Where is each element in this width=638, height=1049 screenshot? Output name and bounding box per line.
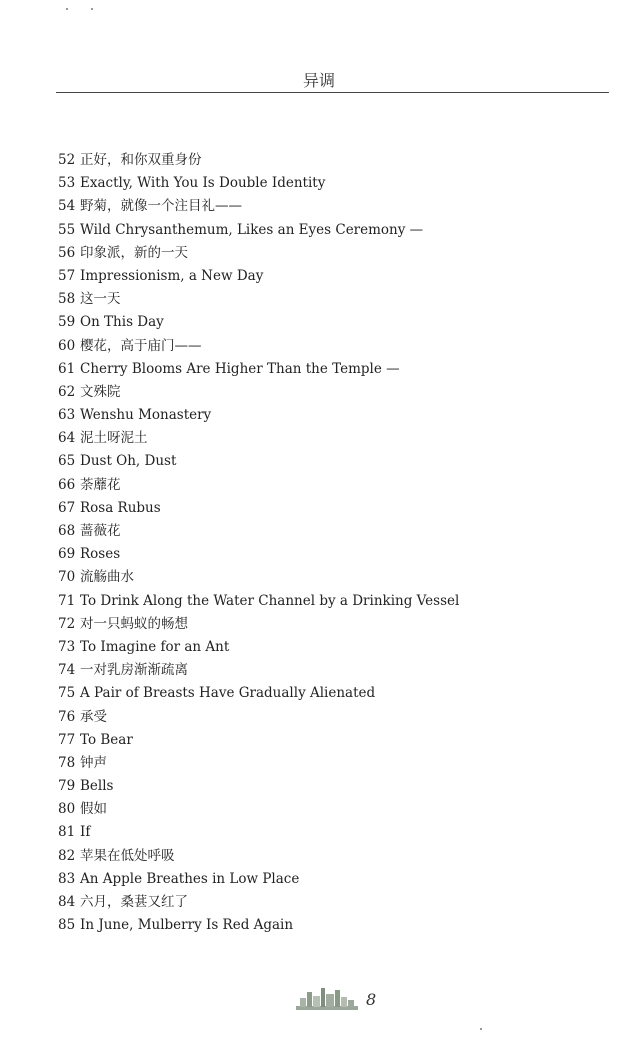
toc-entry-number: 81 (58, 824, 76, 841)
toc-entry (58, 868, 598, 891)
toc-entry (58, 682, 598, 705)
toc-entry (58, 821, 598, 844)
toc-entry (58, 149, 598, 172)
toc-entry (58, 775, 598, 798)
toc-entry (58, 659, 598, 682)
toc-entry (58, 566, 598, 589)
toc-entry-title: 泥土呀泥土 (80, 430, 148, 447)
toc-entry-title: To Drink Along the Water Channel by a Drinking Vessel (80, 592, 460, 609)
toc-entry-title: An Apple Breathes in Low Place (80, 870, 300, 887)
toc-entry-title: To Bear (80, 731, 133, 748)
toc-entry (58, 729, 598, 752)
toc-entry (58, 845, 598, 868)
toc-entry-number: 77 (58, 731, 76, 748)
toc-entry (58, 706, 598, 729)
toc-entry-title: 流觞曲水 (80, 569, 134, 586)
toc-entry (58, 288, 598, 311)
page-number: 8 (366, 990, 377, 1009)
toc-entry-title: 对一只蚂蚁的畅想 (80, 615, 188, 632)
toc-entry-title: To Imagine for an Ant (80, 638, 230, 655)
toc-entry (58, 427, 598, 450)
toc-entry-number: 59 (58, 314, 76, 331)
toc-entry-title: Dust Oh, Dust (80, 453, 177, 470)
toc-entry-title: Bells (80, 778, 114, 795)
toc-entry (58, 891, 598, 914)
toc-entry-title: 樱花，高于庙门—— (80, 337, 202, 354)
toc-entry-title: 这一天 (80, 291, 121, 308)
toc-entry (58, 450, 598, 473)
toc-entry-number: 54 (58, 198, 76, 215)
toc-entry-title: 假如 (80, 801, 107, 818)
toc-entry-number: 79 (58, 778, 76, 795)
toc-entry-number: 60 (58, 337, 76, 354)
toc-entry-number: 83 (58, 870, 76, 887)
toc-entry (58, 381, 598, 404)
toc-entry (58, 474, 598, 497)
toc-entry-title: 正好，和你双重身份 (80, 152, 202, 168)
toc-entry-title: 六月，桑葚又红了 (80, 894, 188, 910)
toc-entry-title: 蔷薇花 (80, 523, 121, 539)
toc-entry-number: 72 (58, 615, 76, 632)
toc-entry (58, 752, 598, 775)
scan-speck (66, 8, 68, 10)
toc-entry-number: 53 (58, 175, 76, 192)
toc-entry-number: 71 (58, 592, 76, 609)
toc-entry (58, 219, 598, 242)
toc-entry-title: 荼蘼花 (80, 476, 121, 493)
toc-entry (58, 242, 598, 265)
toc-entry-number: 80 (58, 801, 76, 818)
toc-entry (58, 636, 598, 659)
toc-entry-number: 85 (58, 917, 76, 934)
toc-entry (58, 311, 598, 334)
city-skyline-icon (296, 984, 358, 1012)
toc-entry-title: Rosa Rubus (80, 499, 161, 516)
toc-entry-number: 52 (58, 152, 76, 168)
toc-entry-number: 65 (58, 453, 76, 470)
scan-speck (480, 1028, 482, 1030)
table-of-contents (58, 149, 598, 937)
toc-entry-number: 62 (58, 383, 76, 400)
toc-entry-number: 58 (58, 291, 76, 308)
toc-entry-title: In June, Mulberry Is Red Again (80, 917, 294, 934)
toc-entry-title: Roses (80, 546, 121, 563)
toc-entry-title: 文殊院 (80, 383, 121, 400)
toc-entry (58, 798, 598, 821)
toc-entry-number: 76 (58, 708, 76, 725)
toc-entry-title: 承受 (80, 708, 107, 725)
toc-entry-number: 64 (58, 430, 76, 447)
toc-entry-number: 70 (58, 569, 76, 586)
toc-entry (58, 172, 598, 195)
toc-entry-title: If (80, 824, 91, 841)
toc-entry-number: 67 (58, 499, 76, 516)
toc-entry (58, 590, 598, 613)
toc-entry-title: 野菊，就像一个注目礼—— (80, 198, 242, 215)
toc-entry-number: 84 (58, 894, 76, 910)
toc-entry-number: 78 (58, 754, 76, 771)
toc-entry-number: 73 (58, 638, 76, 655)
toc-entry-title: On This Day (80, 314, 164, 331)
header-rule (56, 92, 609, 93)
toc-entry-title: Wenshu Monastery (80, 407, 212, 424)
toc-entry-number: 74 (58, 662, 76, 679)
toc-entry-number: 75 (58, 685, 76, 702)
toc-entry-title: 苹果在低处呼吸 (80, 847, 175, 864)
scan-speck (91, 8, 93, 10)
toc-entry-number: 61 (58, 360, 76, 377)
toc-entry-title: 一对乳房渐渐疏离 (80, 662, 188, 679)
toc-entry (58, 335, 598, 358)
toc-entry (58, 520, 598, 543)
toc-entry (58, 914, 598, 937)
toc-entry-number: 57 (58, 267, 76, 284)
toc-entry-title: A Pair of Breasts Have Gradually Alienated (80, 685, 376, 702)
toc-entry-title: Impressionism, a New Day (80, 267, 264, 284)
toc-entry-number: 66 (58, 476, 76, 493)
toc-entry-number: 56 (58, 244, 76, 261)
toc-entry-title: 钟声 (80, 754, 107, 771)
toc-entry-title: 印象派，新的一天 (80, 244, 188, 261)
toc-entry-number: 82 (58, 847, 76, 864)
toc-entry-number: 63 (58, 407, 76, 424)
toc-entry-title: Wild Chrysanthemum, Likes an Eyes Ceremony — (80, 221, 424, 238)
toc-entry (58, 358, 598, 381)
toc-entry (58, 404, 598, 427)
toc-entry-number: 69 (58, 546, 76, 563)
toc-entry (58, 613, 598, 636)
toc-entry-title: Cherry Blooms Are Higher Than the Temple — (80, 360, 400, 377)
toc-entry (58, 265, 598, 288)
toc-entry (58, 195, 598, 218)
toc-entry-number: 55 (58, 221, 76, 238)
toc-entry-number: 68 (58, 523, 76, 539)
toc-entry (58, 497, 598, 520)
running-header-title: 异调 (302, 71, 335, 90)
toc-entry-title: Exactly, With You Is Double Identity (80, 175, 326, 192)
toc-entry (58, 543, 598, 566)
